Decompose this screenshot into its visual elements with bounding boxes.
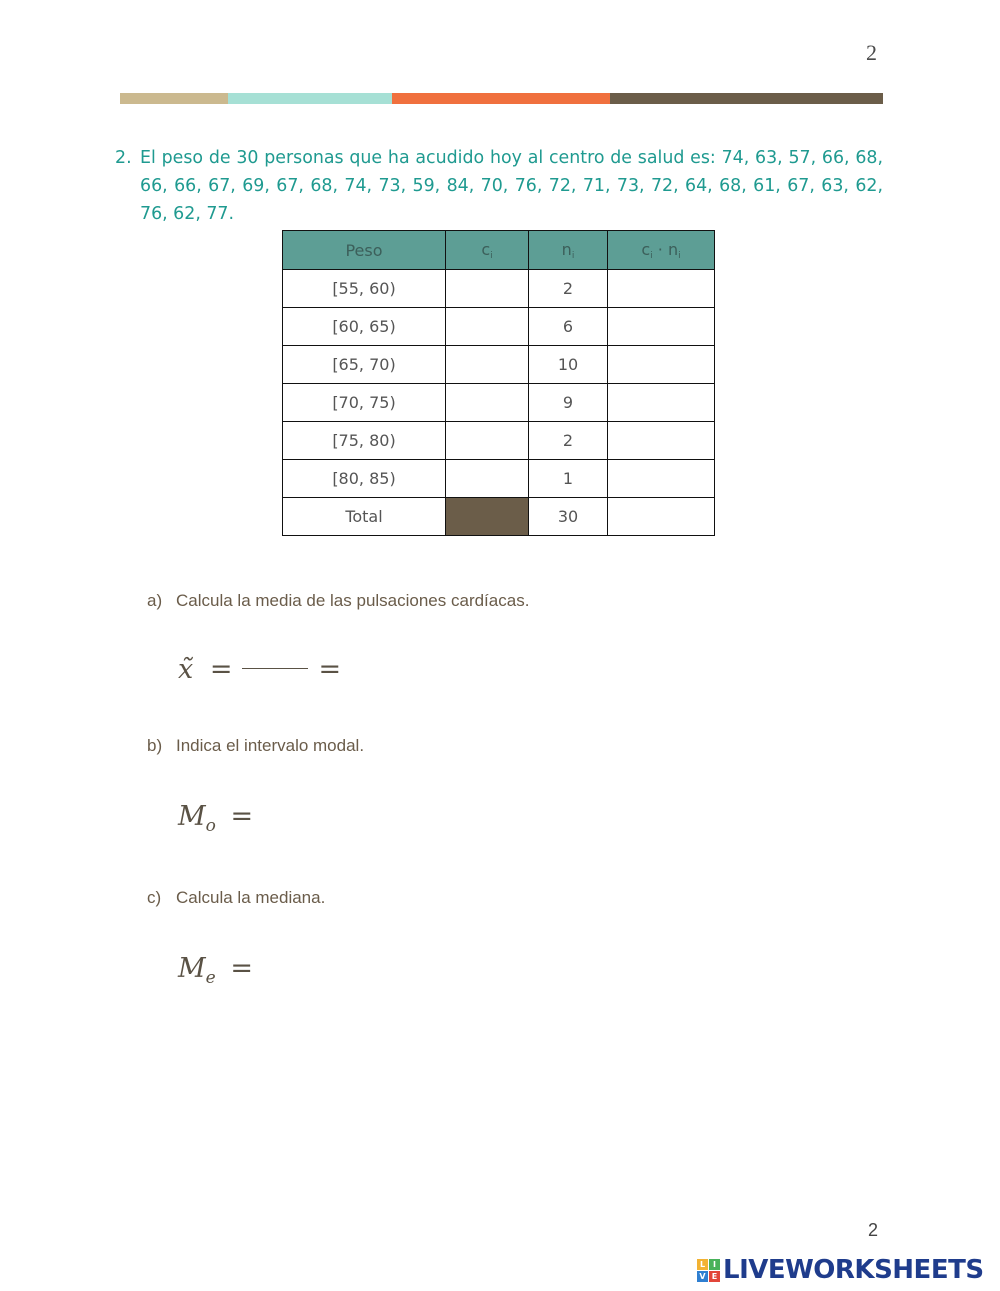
header-ni-base: n <box>561 239 572 259</box>
header-ni-sub: i <box>571 250 575 261</box>
median-equals: = <box>230 953 253 984</box>
subquestion-c-label: c) <box>147 888 162 907</box>
table-row <box>283 422 715 460</box>
header-ci <box>446 231 529 270</box>
subquestion-b <box>147 736 364 756</box>
logo-tile: E <box>709 1271 720 1282</box>
color-bar-segment-beige <box>120 93 228 104</box>
logo-text: LIVEWORKSHEETS <box>723 1255 984 1285</box>
subquestion-c-text: Calcula la mediana. <box>176 888 326 907</box>
header-peso <box>283 231 446 270</box>
median-symbol-sub: e <box>205 968 216 988</box>
subquestion-a-label: a) <box>147 591 163 610</box>
table-row <box>283 308 715 346</box>
interval-cell: [80, 85) <box>283 460 446 498</box>
mode-symbol-sub: o <box>205 816 216 836</box>
header-peso-label: Peso <box>345 240 383 260</box>
mean-symbol: x̃ <box>178 654 194 685</box>
ni-cell: 9 <box>529 384 608 422</box>
mode-equals: = <box>230 801 254 832</box>
subquestion-b-text: Indica el intervalo modal. <box>176 736 365 755</box>
total-ci-ni-input-cell[interactable] <box>608 498 715 536</box>
ci-ni-input-cell[interactable] <box>608 422 715 460</box>
interval-cell: [55, 60) <box>283 270 446 308</box>
ci-input-cell[interactable] <box>446 384 529 422</box>
header-cini-dot: · n <box>652 239 679 259</box>
subquestion-a <box>147 591 529 611</box>
total-label: Total <box>283 498 446 536</box>
ci-ni-input-cell[interactable] <box>608 384 715 422</box>
subquestion-c <box>147 888 325 908</box>
page-number-bottom: 2 <box>868 1220 879 1240</box>
ci-ni-input-cell[interactable] <box>608 308 715 346</box>
logo-tile: I <box>709 1259 720 1270</box>
table-total-row <box>283 498 715 536</box>
total-ni: 30 <box>529 498 608 536</box>
ni-cell: 6 <box>529 308 608 346</box>
header-cini-nsub: i <box>678 250 681 261</box>
logo-tile: L <box>697 1259 708 1270</box>
table-row <box>283 460 715 498</box>
table-header-row <box>283 231 715 270</box>
table-row <box>283 270 715 308</box>
ni-cell: 1 <box>529 460 608 498</box>
ni-cell: 2 <box>529 422 608 460</box>
ci-input-cell[interactable] <box>446 422 529 460</box>
ci-ni-input-cell[interactable] <box>608 460 715 498</box>
subquestion-a-text: Calcula la media de las pulsaciones cardíacas. <box>176 591 530 610</box>
liveworksheets-logo <box>697 1254 984 1286</box>
subquestion-b-label: b) <box>147 736 163 755</box>
header-cini-c: c <box>641 239 651 259</box>
color-bar-segment-mint <box>228 93 392 104</box>
ci-input-cell[interactable] <box>446 308 529 346</box>
ci-input-cell[interactable] <box>446 270 529 308</box>
logo-tile: V <box>697 1271 708 1282</box>
median-formula <box>178 953 253 988</box>
page-number-top: 2 <box>866 40 877 65</box>
header-ci-ni <box>608 231 715 270</box>
table-row <box>283 346 715 384</box>
interval-cell: [60, 65) <box>283 308 446 346</box>
question-statement <box>115 144 883 228</box>
frequency-table <box>282 230 715 536</box>
decorative-color-bar <box>120 93 883 104</box>
ni-cell: 2 <box>529 270 608 308</box>
ni-cell: 10 <box>529 346 608 384</box>
ci-ni-input-cell[interactable] <box>608 346 715 384</box>
interval-cell: [65, 70) <box>283 346 446 384</box>
question-text: El peso de 30 personas que ha acudido hoy al centro de salud es: 74, 63, 57, 66, 68, 66, 66, 67, 69, 67, 68, 74, 73, 59, 84, 70, 76, 72, 71, 73, 72, 64, 68, 61, 67, 63, 62, 76, 62, 77. <box>140 148 883 224</box>
interval-cell: [75, 80) <box>283 422 446 460</box>
question-number: 2. <box>115 148 132 168</box>
logo-tiles-icon <box>697 1259 720 1282</box>
median-symbol-base: M <box>178 953 206 984</box>
mode-symbol-base: M <box>178 801 206 832</box>
color-bar-segment-orange <box>392 93 610 104</box>
total-ci-blocked-cell <box>446 498 529 536</box>
header-ci-sub: i <box>490 250 493 261</box>
ci-input-cell[interactable] <box>446 460 529 498</box>
mean-formula <box>178 654 341 685</box>
interval-cell: [70, 75) <box>283 384 446 422</box>
header-cini-csub: i <box>650 250 653 261</box>
color-bar-segment-brown <box>610 93 883 104</box>
mean-equals-2: = <box>318 654 342 685</box>
header-ci-base: c <box>481 239 491 259</box>
table-row <box>283 384 715 422</box>
ci-input-cell[interactable] <box>446 346 529 384</box>
mean-fraction-line[interactable] <box>242 668 308 669</box>
mean-equals-1: = <box>209 654 233 685</box>
header-ni <box>529 231 608 270</box>
ci-ni-input-cell[interactable] <box>608 270 715 308</box>
mode-formula <box>178 801 253 836</box>
